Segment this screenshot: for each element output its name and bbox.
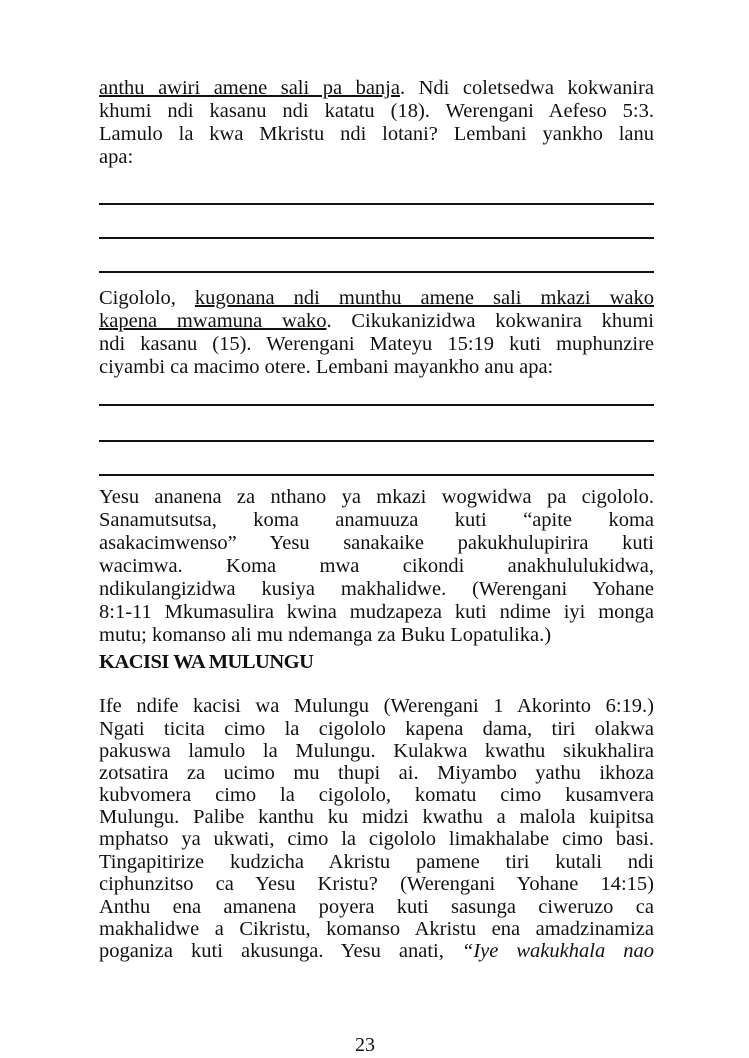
text-line: 8:1-11 Mkumasulira kwina mudzapeza kuti ndime iyi monga (99, 601, 654, 623)
answer-line (99, 237, 654, 239)
text-line: Tingapitirize kudzicha Akristu pamene tiri kutali ndi (99, 851, 654, 873)
underlined-text: kugonana ndi munthu amene sali mkazi wako (194, 287, 654, 309)
text-line: pakuswa lamulo la Mulungu. Kulakwa kwathu sikukhalira (99, 740, 654, 762)
answer-line (99, 440, 654, 442)
text: Cigololo, (99, 287, 195, 309)
answer-line (99, 404, 654, 406)
text-line: ciyambi ca macimo otere. Lembani mayankho anu apa: (99, 356, 554, 378)
text-line: wacimwa. Koma mwa cikondi anakhululukidwa, (99, 555, 654, 577)
text-line: Mulungu. Palibe kanthu ku midzi kwathu a malola kuipitsa (99, 806, 654, 828)
text-line: zotsatira za ucimo mu thupi ai. Miyambo yathu ikhoza (99, 762, 654, 784)
answer-line (99, 271, 654, 273)
text-line: mphatso ya ukwati, cimo la cigololo limakhalabe cimo basi. (99, 828, 654, 850)
page-number: 23 (355, 1034, 375, 1056)
text-line: asakacimwenso” Yesu sanakaike pakukhulupirira kuti (99, 532, 654, 554)
text-line: ciphunzitso ca Yesu Kristu? (Werengani Yohane 14:15) (99, 873, 654, 895)
text-line: makhalidwe a Cikristu, komanso Akristu ena amadzinamiza (99, 918, 654, 940)
text-line: mutu; komanso ali mu ndemanga za Buku Lopatulika.) (99, 624, 552, 646)
text-line: kubvomera cimo la cigololo, komatu cimo kusamvera (99, 784, 654, 806)
text-line: apa: (99, 146, 134, 168)
text-line: Ife ndife kacisi wa Mulungu (Werengani 1 Akorinto 6:19.) (99, 695, 654, 717)
text-line: Sanamutsutsa, koma anamuuza kuti “apite koma (99, 509, 654, 531)
text-line: ndikulangizidwa kusiya makhalidwe. (Werengani Yohane (99, 578, 654, 600)
text-line: Yesu ananena za nthano ya mkazi wogwidwa pa cigololo. (99, 486, 654, 508)
text: . Ndi coletsedwa kokwanira (399, 77, 654, 99)
text-line: khumi ndi kasanu ndi katatu (18). Werengani Aefeso 5:3. (99, 100, 654, 122)
answer-line (99, 203, 654, 205)
text-line: ndi kasanu (15). Werengani Mateyu 15:19 kuti muphunzire (99, 333, 654, 355)
italic-quote: “Iye wakukhala nao (461, 940, 654, 962)
text-line (99, 77, 654, 100)
text: poganiza kuti akusunga. Yesu anati, (99, 940, 462, 962)
text-line: Lamulo la kwa Mkristu ndi lotani? Lembani yankho lanu (99, 123, 654, 145)
text-line: Anthu ena amanena poyera kuti sasunga ciweruzo ca (99, 896, 654, 918)
text-line: Ngati ticita cimo la cigololo kapena dama, tiri olakwa (99, 718, 654, 740)
text-line (99, 940, 654, 963)
section-heading: KACISI WA MULUNGU (99, 651, 314, 673)
answer-line (99, 474, 654, 476)
text-line (99, 310, 654, 333)
text-line (99, 287, 654, 310)
text: . Cikukanizidwa kokwanira khumi (326, 310, 655, 332)
underlined-text: anthu awiri amene sali pa banja (99, 77, 400, 99)
underlined-text: kapena mwamuna wako (99, 310, 327, 332)
